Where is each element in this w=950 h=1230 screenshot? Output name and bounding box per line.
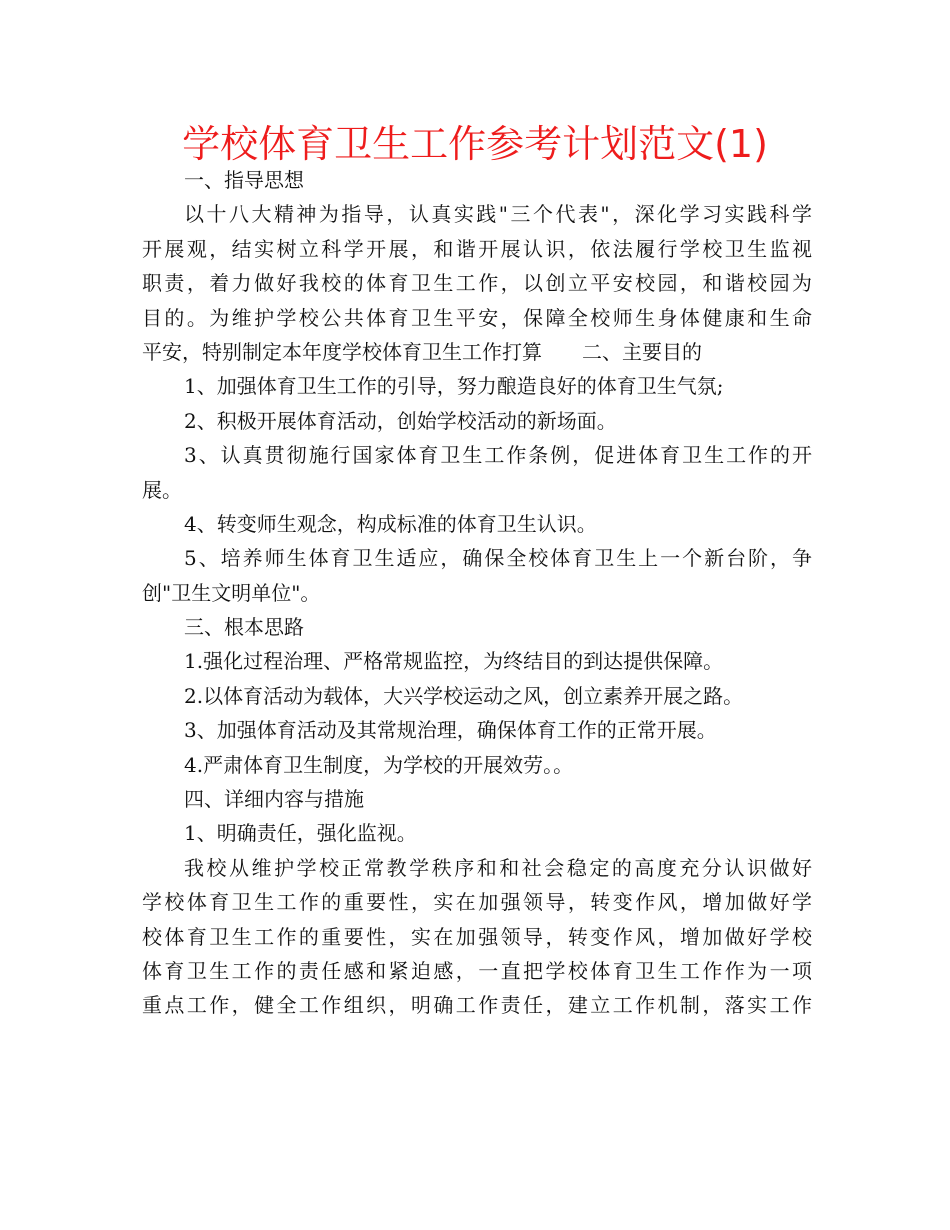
body-line: 1、明确责任，强化监视。 bbox=[184, 821, 417, 846]
body-line: 四、详细内容与措施 bbox=[184, 787, 364, 812]
body-line: 以十八大精神为指导，认真实践"三个代表"，深化学习实践科学 bbox=[184, 202, 812, 227]
body-line: 2.以体育活动为载体，大兴学校运动之风，创立素养开展之路。 bbox=[184, 683, 744, 708]
body-line: 5、培养师生体育卫生适应，确保全校体育卫生上一个新台阶，争 bbox=[184, 546, 812, 571]
body-line: 学校体育卫生工作的重要性，实在加强领导，转变作风，增加做好学 bbox=[142, 890, 812, 915]
body-line: 4、转变师生观念，构成标准的体育卫生认识。 bbox=[184, 511, 597, 536]
body-line: 目的。为维护学校公共体育卫生平安，保障全校师生身体健康和生命 bbox=[142, 305, 812, 330]
body-line: 校体育卫生工作的重要性，实在加强领导，转变作风，增加做好学校 bbox=[142, 924, 812, 949]
document-body bbox=[142, 163, 812, 1023]
body-line: 重点工作，健全工作组织，明确工作责任，建立工作机制，落实工作 bbox=[142, 993, 812, 1018]
body-line: 体育卫生工作的责任感和紧迫感，一直把学校体育卫生工作作为一项 bbox=[142, 958, 812, 983]
body-line: 职责，着力做好我校的体育卫生工作，以创立平安校园，和谐校园为 bbox=[142, 271, 812, 296]
document-title: 学校体育卫生工作参考计划范文(1) bbox=[182, 122, 768, 166]
body-line: 1、加强体育卫生工作的引导，努力酿造良好的体育卫生气氛; bbox=[184, 374, 724, 399]
body-line: 展。 bbox=[142, 477, 182, 502]
body-line: 3、加强体育活动及其常规治理，确保体育工作的正常开展。 bbox=[184, 718, 717, 743]
body-line: 一、指导思想 bbox=[184, 168, 304, 192]
body-line: 4.严肃体育卫生制度，为学校的开展效劳。。 bbox=[184, 752, 574, 777]
body-line: 开展观，结实树立科学开展，和谐开展认识，依法履行学校卫生监视 bbox=[142, 236, 812, 261]
body-line: 三、根本思路 bbox=[184, 615, 304, 640]
body-line: 3、认真贯彻施行国家体育卫生工作条例，促进体育卫生工作的开 bbox=[184, 443, 812, 468]
body-line: 1.强化过程治理、严格常规监控，为终结目的到达提供保障。 bbox=[184, 649, 724, 674]
body-line: 平安，特别制定本年度学校体育卫生工作打算 二、主要目的 bbox=[142, 339, 702, 364]
body-line: 2、积极开展体育活动，创始学校活动的新场面。 bbox=[184, 408, 617, 433]
body-line: 我校从维护学校正常教学秩序和和社会稳定的高度充分认识做好 bbox=[184, 855, 812, 880]
body-line: 创"卫生文明单位"。 bbox=[142, 580, 321, 605]
